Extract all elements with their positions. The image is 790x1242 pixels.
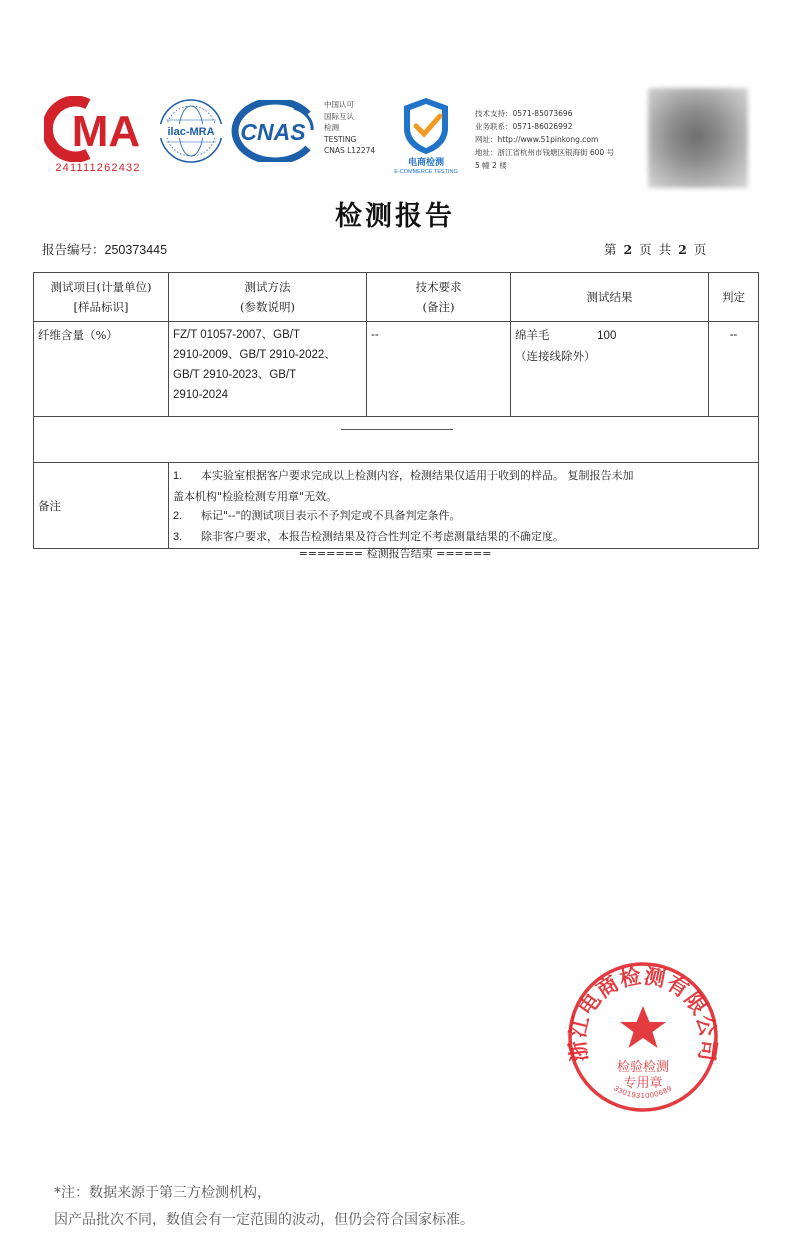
cma-logo <box>44 96 152 180</box>
report-title: 检测报告 <box>335 201 455 232</box>
svg-text:浙江电商检测有限公司: 浙江电商检测有限公司 <box>566 962 720 1064</box>
svg-text:检验检测: 检验检测 <box>616 1060 670 1075</box>
header-test-method: 测试方法 (参数说明) <box>169 273 367 322</box>
footer-line-2: 因产品批次不同，数值会有一定范围的波动，但仍会符合国家标准。 <box>54 1212 474 1228</box>
blurred-qr-code <box>648 88 748 188</box>
svg-text:MA: MA <box>71 107 141 156</box>
notes-cell <box>169 463 759 549</box>
svg-text:ilac-MRA: ilac-MRA <box>167 126 215 138</box>
header-result: 测试结果 <box>511 273 709 322</box>
note-item: 盖本机构"检验检测专用章"无效。 <box>173 489 338 503</box>
cell-requirement: -- <box>367 322 511 417</box>
svg-text:专用章: 专用章 <box>623 1076 663 1091</box>
cma-number: 241111262432 <box>55 162 141 174</box>
address-line: 地址：浙江省杭州市钱塘区银海街 600 号 <box>475 148 615 157</box>
cnas-mark-icon <box>230 100 316 162</box>
business-contact-line: 业务联系：0571-86026992 <box>475 122 573 131</box>
separator-line <box>341 429 453 430</box>
cell-test-item: 纤维含量（%） <box>34 322 169 417</box>
page-indicator: 第 2 页 共 2 页 <box>604 242 707 257</box>
table-header-row <box>34 273 759 322</box>
cell-result <box>511 322 709 417</box>
shield-check-icon <box>388 94 464 174</box>
svg-text:电商检测: 电商检测 <box>407 158 445 168</box>
website-line: 网址：http://www.51pinkong.com <box>475 135 599 144</box>
footer-line-1: *注：数据来源于第三方检测机构， <box>54 1185 271 1201</box>
table-row <box>34 322 759 417</box>
separator-cell <box>34 417 759 463</box>
official-seal <box>566 960 720 1114</box>
svg-text:E-COMMERCE TESTING: E-COMMERCE TESTING <box>394 169 458 174</box>
footer-note <box>54 1180 474 1234</box>
ilac-globe-icon <box>156 96 226 166</box>
notes-row <box>34 463 759 549</box>
note-item: 2. 标记"--"的测试项目表示不予判定或不具备判定条件。 <box>173 509 461 522</box>
result-note: （连接线除外） <box>515 349 596 363</box>
cell-judgement: -- <box>709 322 759 417</box>
contact-info <box>475 107 614 172</box>
table-separator-row <box>34 417 759 463</box>
note-item: 1. 本实验室根据客户要求完成以上检测内容，检测结果仅适用于收到的样品。 复制报告未加 <box>173 469 634 482</box>
svg-text:3301931000689: 3301931000689 <box>612 1083 674 1101</box>
result-fiber-value: 100 <box>597 330 617 342</box>
seal-stamp-icon <box>566 960 720 1114</box>
report-number: 报告编号：250373445 <box>42 242 168 257</box>
header-test-item: 测试项目(计量单位) [样品标识] <box>34 273 169 322</box>
cell-test-method: FZ/T 01057-2007、GB/T 2910-2009、GB/T 2910-2022、 GB/T 2910-2023、GB/T 2910-2024 <box>169 322 367 417</box>
svg-text:CNAS: CNAS <box>240 119 306 145</box>
cnas-logo <box>230 100 316 162</box>
tech-support-line: 技术支持：0571-85073696 <box>475 109 573 118</box>
cma-mark-icon <box>44 96 152 162</box>
notes-label: 备注 <box>34 463 169 549</box>
ecommerce-testing-logo <box>388 94 464 174</box>
cnas-accreditation-text: 中国认可 国际互认 检测 TESTING CNAS L12274 <box>324 100 376 155</box>
address-line-2: 5 幢 2 楼 <box>475 161 507 170</box>
header-judgement: 判定 <box>709 273 759 322</box>
header-requirement: 技术要求 (备注) <box>367 273 511 322</box>
test-results-table <box>33 272 759 549</box>
ilac-mra-logo <box>156 96 226 166</box>
note-item: 3. 除非客户要求，本报告检测结果及符合性判定不考虑测量结果的不确定度。 <box>173 529 564 543</box>
result-fiber-name: 绵羊毛 <box>515 328 550 342</box>
report-end-marker: ======= 检测报告结束 ====== <box>298 547 492 560</box>
